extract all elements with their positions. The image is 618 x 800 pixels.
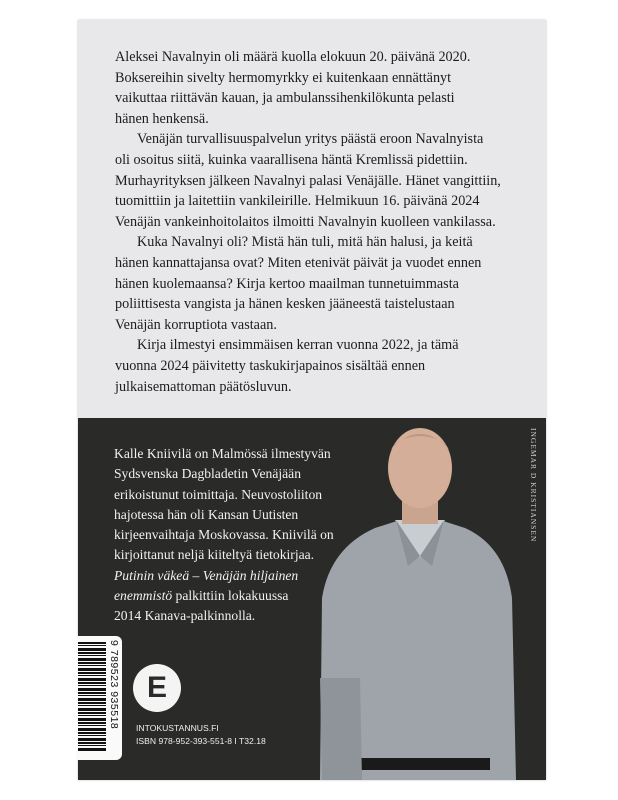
barcode bbox=[76, 636, 122, 760]
bio-line: kirjeenvaihtaja Moskovassa. Kniivilä on bbox=[114, 527, 334, 543]
blurb-line: Venäjän vankeinhoitolaitos ilmoitti Navalnyin kuolleen vankilassa. bbox=[115, 213, 496, 230]
bio-line: Sydsvenska Dagbladetin Venäjään bbox=[114, 466, 301, 482]
blurb-line: tuomittiin ja laitettiin vankileirille. Helmikuun 16. päivänä 2024 bbox=[115, 193, 480, 210]
bio-text: palkittiin lokakuussa bbox=[172, 588, 289, 604]
author-bio bbox=[114, 444, 374, 627]
bio-line bbox=[114, 586, 374, 606]
blurb-line: Murhayrityksen jälkeen Navalnyi palasi Venäjälle. Hänet vangittiin, bbox=[115, 172, 501, 189]
bio-line: erikoistunut toimittaja. Neuvostoliiton bbox=[114, 486, 323, 502]
blurb-line: Kuka Navalnyi oli? Mistä hän tuli, mitä hän halusi, ja keitä bbox=[137, 234, 473, 251]
blurb-line: vaikuttaa riittävän kauan, ja ambulanssihenkilökunta pelasti bbox=[115, 90, 455, 107]
blurb-line: hänen kuolemaansa? Kirja kertoo maailman tunnetuimmasta bbox=[115, 275, 459, 292]
blurb-line: Boksereihin sivelty hermomyrkky ei kuitenkaan ennättänyt bbox=[115, 69, 452, 86]
book-title-italic: enemmistö bbox=[114, 588, 173, 604]
book-title-italic: Putinin väkeä – Venäjän hiljainen bbox=[114, 567, 299, 583]
author-section bbox=[78, 418, 546, 780]
publisher-logo: E bbox=[133, 664, 181, 712]
isbn: ISBN 978-952-393-551-8 I T32.18 bbox=[136, 736, 266, 746]
bio-line: kirjoittanut neljä kiiteltyä tietokirjaa. bbox=[114, 547, 315, 563]
blurb-line: Venäjän korruptiota vastaan. bbox=[115, 316, 277, 333]
blurb-line: julkaisemattoman päätösluvun. bbox=[115, 378, 292, 395]
publisher-info bbox=[136, 722, 266, 748]
blurb-line: oli osoitus siitä, kuinka vaarallisena häntä Kremlissä pidettiin. bbox=[115, 151, 468, 168]
blurb-line: vuonna 2024 päivitetty taskukirjapainos sisältää ennen bbox=[115, 357, 426, 374]
blurb-text bbox=[115, 47, 535, 397]
blurb-section bbox=[78, 20, 546, 418]
blurb-line: poliittisesta vangista ja hänen kesken jääneestä taistelustaan bbox=[115, 296, 455, 313]
bio-line: hajotessa hän oli Kansan Uutisten bbox=[114, 506, 299, 522]
blurb-line: Venäjän turvallisuuspalvelun yritys päästä eroon Navalnyista bbox=[137, 131, 484, 148]
photo-credit: INGEMAR D KRISTIANSEN bbox=[529, 428, 538, 543]
barcode-bars bbox=[78, 642, 106, 752]
publisher-url: INTOKUSTANNUS.FI bbox=[136, 723, 219, 733]
bio-line bbox=[114, 566, 374, 586]
blurb-line: hänen henkensä. bbox=[115, 110, 209, 127]
blurb-line: Kirja ilmestyi ensimmäisen kerran vuonna 2022, ja tämä bbox=[137, 337, 459, 354]
bio-line: Kalle Kniivilä on Malmössä ilmestyvän bbox=[114, 446, 331, 461]
blurb-line: Aleksei Navalnyin oli määrä kuolla elokuun 20. päivänä 2020. bbox=[115, 49, 471, 65]
book-back-cover bbox=[78, 20, 546, 780]
blurb-line: hänen kannattajansa ovat? Miten etenivät päivät ja vuodet ennen bbox=[115, 254, 482, 271]
bio-line: 2014 Kanava-palkinnolla. bbox=[114, 608, 256, 624]
barcode-number: 9 789523 935518 bbox=[108, 640, 120, 730]
